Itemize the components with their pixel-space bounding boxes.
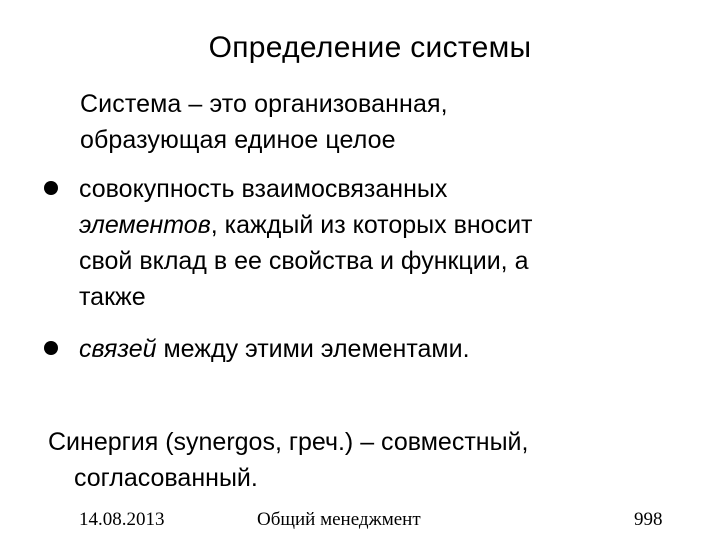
bullet2-italic-word: связей [79,335,157,363]
bullet1-rest: , каждый из которых вносит [210,211,533,239]
bullet-text-elements [79,171,689,315]
bullet1-italic-word: элементов [79,211,211,239]
bullet1-line4: также [79,283,146,311]
bullet1-lead: совокупность взаимосвязанных [79,175,448,203]
bullet-dot-icon [44,341,58,355]
intro-line-2: образующая единое целое [80,126,396,154]
definition-intro [80,86,700,158]
bullet2-rest: между этими элементами. [156,335,470,363]
slide-title: Определение системы [208,31,532,64]
bullet-dot-icon [44,181,58,195]
synergy-line-1: Синергия (synergos, греч.) – совместный, [48,428,529,456]
synergy-line-2: согласованный. [74,464,258,492]
footer-page-number: 998 [634,509,663,530]
intro-line-1: Система – это организованная, [80,90,448,118]
footer-date: 14.08.2013 [79,509,165,530]
bullet-text-links [79,331,689,367]
footer-course-name: Общий менеджмент [257,509,421,530]
bullet1-line3: свой вклад в ее свойства и функции, а [79,247,529,275]
synergy-definition [48,424,708,496]
